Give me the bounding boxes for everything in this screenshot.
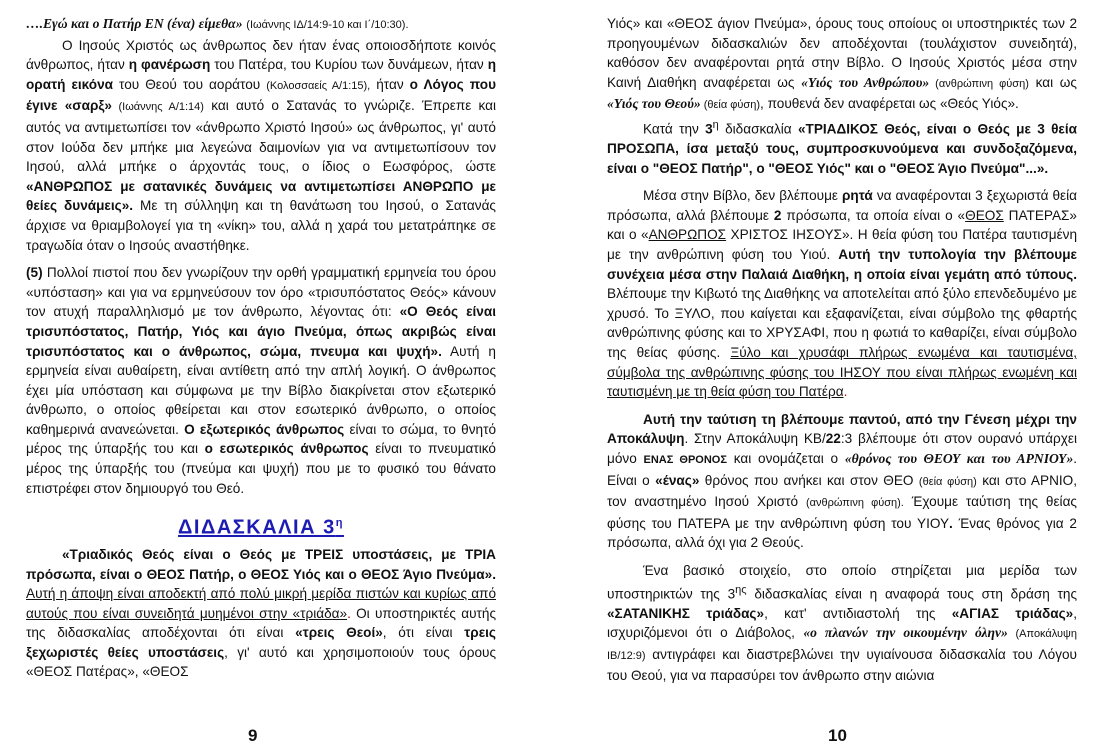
text: Ο Ιησούς Χριστός ως άνθρωπος δεν ήταν ένας οποιοσδήποτε κοινός άνθρωπος, ήταν — [26, 37, 496, 73]
paragraph — [26, 263, 496, 498]
quote-text: «θρόνος του ΘΕΟΥ και του ΑΡΝΙΟΥ» — [844, 451, 1074, 466]
bold-text: 3 — [705, 121, 713, 137]
note-text: (ανθρώπινη φύση) — [929, 77, 1029, 90]
scripture-reference: (Κολοσσαείς Α/1:15), — [266, 79, 371, 92]
bold-text: ο Λόγος που έγινε «σαρξ» — [26, 76, 496, 114]
heading-superscript: η — [335, 517, 344, 530]
bold-text: «ΑΓΙΑΣ τριάδας» — [951, 605, 1074, 621]
text: . Είναι ο — [607, 451, 1078, 488]
bold-text: η φανέρωση — [128, 57, 211, 73]
heading-text: ΔΙΔΑΣΚΑΛΙΑ 3 — [178, 516, 336, 539]
bold-text: Αυτή την τυπολογία την βλέπουμε συνέχεια μέσα στην Παλαιά Διαθήκη, η οποία είναι γεμάτη από τύπους. — [607, 247, 1077, 282]
text: Μέσα στην Βίβλο, δεν βλέπουμε — [643, 188, 843, 204]
bold-text: «ΣΑΤΑΝΙΚΗΣ τριάδας» — [607, 605, 765, 621]
bold-text: ρητά — [842, 188, 873, 204]
quote-text: «Υιός του Θεού» — [607, 96, 701, 112]
text: και ως — [1028, 74, 1077, 90]
text: ήταν — [370, 76, 410, 92]
text: Βλέπουμε την Κιβωτό της Διαθήκης να αποτελείται από ξύλο επενδεδυμένο με χρυσό. Το ΞΥΛΟ, που καίγεται και εξαφανίζεται, είναι σύμβολο της φθαρτής ανθρώπινης φύσης και το ΧΡΥΣΑΦΙ, που η φωτιά το καθαρίζει, είναι σύμβολο της θείας φύσης. — [607, 286, 1077, 361]
bold-text: «Τριαδικός Θεός είναι ο Θεός με ΤΡΕΙΣ υποστάσεις, με ΤΡΙΑ πρόσωπα, είναι ο ΘΕΟΣ Πατήρ, ο ΘΕΟΣ Υιός και ο ΘΕΟΣ Άγιο Πνεύμα». — [26, 546, 496, 582]
note-text: (ανθρώπινη φύση). — [805, 497, 904, 510]
text: Έχουμε ταύτιση της θείας φύσης του ΠΑΤΕΡΑ με την ανθρώπινη φύση του ΥΙΟΥ — [607, 494, 1077, 531]
paragraph — [26, 36, 496, 256]
underlined-text: Ξύλο και χρυσάφι πλήρως ενωμένα και ταυτισμένα, σύμβολα της ανθρώπινης φύσης του ΙΗΣΟΥ που είναι πλήρως ενωμένη και ταυτισμένη με τη θεία φύση του Πατέρα — [607, 345, 1077, 400]
text: του Θεού του αοράτου — [113, 76, 267, 92]
bold-text: «ΤΡΙΑΔΙΚΟΣ Θεός, είναι ο Θεός με 3 θεία ΠΡΟΣΩΠΑ, ίσα μεταξύ τους, συμπροσκυνούμενα και συνδοξαζόμενα, είναι ο "ΘΕΟΣ Πατήρ", ο "ΘΕΟΣ Υιός" και ο "ΘΕΟΣ Άγιο Πνεύμα"...». — [607, 121, 1078, 176]
note-text: (θεία φύση) — [918, 475, 977, 488]
text: θρόνος που ανήκει και στον ΘΕΟ — [699, 472, 919, 488]
paragraph — [607, 561, 1077, 686]
text: , ισχυριζόμενοι ότι ο Διάβολος, — [607, 605, 1077, 641]
bold-text: τρεις ξεχωριστές θείες υποστάσεις — [26, 625, 496, 660]
text: ΧΡΙΣΤΟΣ ΙΗΣΟΥΣ». Η θεία φύση του Πατέρα ταυτισμένη με την ανθρώπινη φύση του Υιού. — [607, 227, 1077, 263]
bold-text: «ΑΝΘΡΩΠΟΣ με σατανικές δυνάμεις να αντιμετωπίσει ΑΝΘΡΩΠΟ με θείες δυνάμεις». — [26, 178, 496, 214]
bold-text: «τρεις Θεοί» — [295, 625, 383, 641]
paragraph — [26, 545, 496, 682]
red-text: . — [843, 384, 848, 400]
bold-text: η ορατή εικόνα — [26, 57, 496, 92]
section-heading — [26, 510, 496, 541]
text: , γι' αυτό και χρησιμοποιούν τους όρους «ΘΕΟΣ Πατέρας», «ΘΕΟΣ — [26, 644, 496, 680]
text: και στο ΑΡΝΙΟ, τον αναστημένο Ιησού Χριστό — [607, 472, 1078, 510]
text: είναι το σώμα, το θνητό μέρος της ύπαρξής του και — [26, 421, 497, 457]
bold-text: ΕΝΑΣ ΘΡΟΝΟΣ — [643, 454, 727, 466]
bold-text: «ένας» — [655, 472, 700, 488]
text: να αναφέρονται 3 ξεχωριστά θεία πρόσωπα, αλλά βλέπουμε — [607, 188, 1077, 223]
text: διδασκαλία — [718, 121, 798, 137]
quote-text: «Υιός του Ανθρώπου» — [801, 74, 930, 90]
scripture-reference: (Ιωάννης Α/1:14) — [111, 101, 204, 114]
text: , κατ' αντιδιαστολή της — [764, 605, 952, 621]
underlined-text: ΘΕΟΣ — [965, 207, 1004, 223]
text: Υιός» και «ΘΕΟΣ άγιον Πνεύμα», όρους τους οποίους οι υποστηρικτές των 2 προηγουμένων διδασκαλιών δεν αποδέχονται (τουλάχιστον συνειδητά), καθόσον δεν αναφέρονται ρητά στην Βίβλο. Ο Ιησούς Χριστός μέσα στην Καινή Διαθήκη αναφέρεται ως — [607, 16, 1077, 90]
text: αντιγράφει και διαστρεβλώνει την υγιαίνουσα διδασκαλία του Λόγου του Θεού, για να παρασύρει τον άνθρωπο στην αιώνια — [607, 646, 1077, 684]
bold-text: . — [949, 515, 953, 531]
text: . Στην Αποκάλυψη ΚΒ/ — [684, 431, 826, 447]
text: ΠΑΤΕΡΑΣ» και ο « — [607, 207, 1077, 243]
quote-text: ….Εγώ και ο Πατήρ ΕΝ (ένα) είμεθα» — [26, 16, 243, 31]
text: :3 βλέπουμε ότι στον ουρανό υπάρχει μόνο — [607, 431, 1077, 466]
text: πρόσωπα, τα οποία είναι ο « — [781, 207, 966, 223]
left-page — [26, 14, 496, 752]
text: , ότι είναι — [382, 625, 465, 641]
underlined-text: Αυτή η άποψη είναι αποδεκτή από πολύ μικρή μερίδα πιστών και κυρίως από αυτούς που είναι συνειδητά μυημένοι στην «τριάδα» — [26, 586, 496, 621]
page-number-left: 9 — [248, 726, 258, 745]
paragraph — [607, 14, 1077, 116]
text: είναι το πνευματικό μέρος της ύπαρξής του (πνεύμα και ψυχή) που με το φυσικό του θάνατο επιστρέφει στον δημιουργό του Θεό. — [26, 441, 496, 496]
quote-reference: (Ιωάννης ΙΔ/14:9-10 και Ι΄/10:30). — [246, 19, 409, 31]
bold-text: Αυτή την ταύτιση τη βλέπουμε παντού, από την Γένεση μέχρι την Αποκάλυψη — [607, 411, 1077, 447]
paragraph — [607, 186, 1077, 402]
note-text: (θεία φύση) — [700, 99, 761, 112]
superscript: ης — [735, 583, 747, 596]
text: Ένας θρόνος για 2 πρόσωπα, αλλά όχι για 2 Θεούς. — [607, 515, 1077, 551]
text: και αυτό ο Σατανάς το γνώριζε. Έπρεπε και αυτός να αντιμετωπίσει τον «άνθρωπο Χριστό Ιησού» ως άνθρωπος, γι' αυτό στον Ιούδα δεν μπήκε μια λεγεώνα δαιμονίων για να αντιμετωπίσουν τον Ιησού, αλλά μπήκε ο άρχοντάς τους, ο ίδιος ο Εωσφόρος, ώστε — [26, 98, 497, 175]
paragraph — [607, 410, 1077, 553]
superscript: η — [712, 118, 719, 131]
text: , πουθενά δεν αναφέρεται ως «Θεός Υιός». — [760, 96, 1019, 112]
scripture-reference: (Αποκάλυψη ΙΒ/12:9) — [607, 628, 1077, 662]
bold-text: «Ο Θεός είναι τρισυπόστατος, Πατήρ, Υιός και άγιο Πνεύμα, όπως ακριβώς είναι τρισυπόστατος και ο άνθρωπος, σώμα, πνευμα και ψυχή». — [26, 304, 496, 359]
top-quote-line — [26, 14, 496, 36]
text: Πολλοί πιστοί που δεν γνωρίζουν την ορθή γραμματική ερμηνεία του όρου «υπόσταση» και για να ερμηνεύσουν τον όρο «τρισυπόστατος Θεός» κάνουν τον ατυχή παραλληλισμό με τον άνθρωπο, λέγοντας ότι: — [26, 265, 496, 320]
bold-text: ο εσωτερικός άνθρωπος — [204, 441, 369, 457]
text: Οι υποστηρικτές αυτής της διδασκαλίας αποδέχονται ότι είναι — [26, 605, 496, 641]
page-number-right: 10 — [828, 726, 847, 745]
text: Αυτή η ερμηνεία είναι αυθαίρετη, είναι αντίθετη από την απλή λογική. Ο άνθρωπος έχει μία υπόσταση και σύμφωνα με την Βίβλο διακρίνεται στον εξωτερικό άνθρωπο, ο οποίος φθείρεται και στον εσωτερικό άνθρωπο, ο οποίος καθημερινά ανανεώνεται. — [26, 343, 496, 437]
bold-text: Ο εξωτερικός άνθρωπος — [184, 421, 345, 437]
text: του Πατέρα, του Κυρίου των δυνάμεων, ήταν — [210, 57, 488, 73]
paragraph — [607, 116, 1077, 178]
underlined-text: ΑΝΘΡΩΠΟΣ — [648, 227, 727, 243]
right-page — [607, 14, 1077, 752]
bold-text: 2 — [773, 207, 782, 223]
text: Με τη σύλληψη και τη θανάτωση του Ιησού, ο Σατανάς άρχισε να θριαμβολογεί για τη «νίκη» του, αλλά η χαρά του μετατράπηκε σε τραγωδία όταν ο Ιησούς αναστήθηκε. — [26, 198, 496, 253]
quote-text: «ο πλανών την οικουμένην όλην» — [803, 625, 1008, 641]
red-text: . — [347, 605, 351, 621]
text: και ονομάζεται ο — [726, 451, 845, 466]
bold-text: 22 — [825, 431, 841, 447]
text: διδασκαλίας είναι η αναφορά τους στη δράση της — [746, 586, 1078, 602]
text: Κατά την — [643, 121, 706, 137]
note-number: (5) — [26, 265, 43, 281]
text: Ένα βασικό στοιχείο, στο οποίο στηρίζεται μια μερίδα των υποστηρικτών της 3 — [607, 562, 1077, 602]
